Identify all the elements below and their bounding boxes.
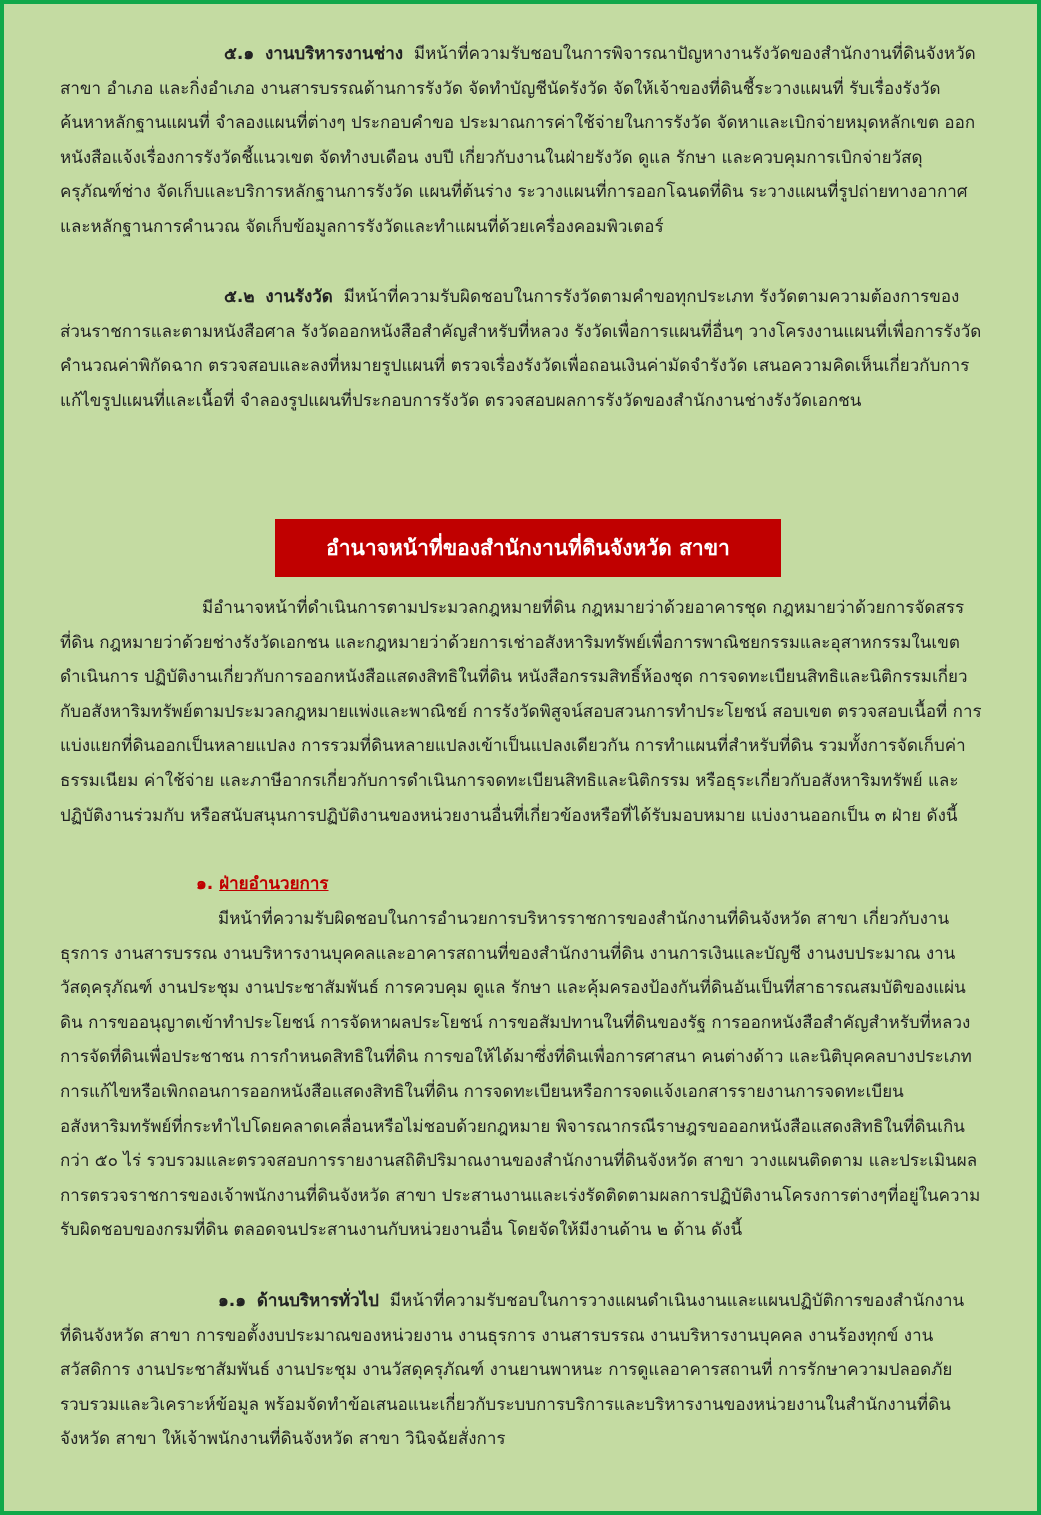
section-5-2-paragraph (60, 280, 984, 418)
section-5-2-number: ๕.๒ (224, 287, 255, 307)
section-1-1-title: ด้านบริหารทั่วไป (256, 1291, 379, 1311)
section-5-1-number: ๕.๑ (224, 44, 255, 64)
section-5-1-title: งานบริหารงานช่าง (264, 44, 404, 64)
section-5-2-title: งานรังวัด (265, 287, 333, 307)
section-1-1-number: ๑.๑ (218, 1291, 247, 1311)
page-title: อำนาจหน้าที่ของสำนักงานที่ดินจังหวัด สาขา (275, 519, 781, 577)
section-5-2-body: มีหน้าที่ความรับผิดชอบในการรังวัดตามคำขอทุกประเภท รังวัดตามความต้องการของส่วนราชการและตามหนังสือศาล รังวัดออกหนังสือสำคัญสำหรับที่หลวง รังวัดเพื่อการแผนที่อื่นๆ วางโครงงานแผนที่เพื่อการรังวัด คำนวณค่าพิกัดฉาก ตรวจสอบและลงที่หมายรูปแผนที่ ตรวจเรื่องรังวัดเพื่อถอนเงินค่ามัดจำรังวัด เสนอความคิดเห็นเกี่ยวกับการแก้ไขรูปแผนที่และเนื้อที่ จำลองรูปแผนที่ประกอบการรังวัด ตรวจสอบผลการรังวัดของสำนักงานช่างรังวัดเอกชน (60, 287, 982, 411)
section-1-1-paragraph (60, 1284, 984, 1457)
section-1-1-body: มีหน้าที่ความรับชอบในการวางแผนดำเนินงานและแผนปฏิบัติการของสำนักงานที่ดินจังหวัด สาขา การขอตั้งงบประมาณของหน่วยงาน งานธุรการ งานสารบรรณ งานบริหารงานบุคคล งานร้องทุกข์ งานสวัสดิการ งานประชาสัมพันธ์ งานประชุม งานวัสดุครุภัณฑ์ งานยานพาหนะ การดูแลอาคารสถานที่ การรักษาความปลอดภัย รวบรวมและวิเคราะห์ข้อมูล พร้อมจัดทำข้อเสนอแนะเกี่ยวกับระบบการบริการและบริหารงานของหน่วยงานในสำนักงานที่ดินจังหวัด สาขา ให้เจ้าพนักงานที่ดินจังหวัด สาขา วินิจฉัยสั่งการ (60, 1291, 965, 1450)
section-5-1-body: มีหน้าที่ความรับชอบในการพิจารณาปัญหางานรังวัดของสำนักงานที่ดินจังหวัด สาขา อำเภอ และกิ่งอำเภอ งานสารบรรณด้านการรังวัด จัดทำบัญชีนัดรังวัด จัดให้เจ้าของที่ดินชี้ระวางแผนที่ รับเรื่องรังวัด ค้นหาหลักฐานแผนที่ จำลองแผนที่ต่างๆ ประกอบคำขอ ประมาณการค่าใช้จ่ายในการรังวัด จัดหาและเบิกจ่ายหมุดหลักเขต ออกหนังสือแจ้งเรื่องการรังวัดชี้แนวเขต จัดทำงบเดือน งบปี เกี่ยวกับงานในฝ่ายรังวัด ดูแล รักษา และควบคุมการเบิกจ่ายวัสดุครุภัณฑ์ช่าง จัดเก็บและบริการหลักฐานการรังวัด แผนที่ต้นร่าง ระวางแผนที่การออกโฉนดที่ดิน ระวางแผนที่รูปถ่ายทางอากาศ และหลักฐานการคำนวณ จัดเก็บข้อมูลการรังวัดและทำแผนที่ด้วยเครื่องคอมพิวเตอร์ (60, 44, 976, 237)
section-5-1-paragraph (60, 37, 984, 245)
section-1-paragraph: มีหน้าที่ความรับผิดชอบในการอำนวยการบริหารราชการของสำนักงานที่ดินจังหวัด สาขา เกี่ยวกับงานธุรการ งานสารบรรณ งานบริหารงานบุคคลและอาคารสถานที่ของสำนักงานที่ดิน งานการเงินและบัญชี งานงบประมาณ งานวัสดุครุภัณฑ์ งานประชุม งานประชาสัมพันธ์ การควบคุม ดูแล รักษา และคุ้มครองป้องกันที่ดินอันเป็นที่สาธารณสมบัติของแผ่นดิน การขออนุญาตเข้าทำประโยชน์ การจัดหาผลประโยชน์ การขอสัมปทานในที่ดินของรัฐ การออกหนังสือสำคัญสำหรับที่หลวง การจัดที่ดินเพื่อประชาชน การกำหนดสิทธิในที่ดิน การขอให้ได้มาซึ่งที่ดินเพื่อการศาสนา คนต่างด้าว และนิติบุคคลบางประเภท การแก้ไขหรือเพิกถอนการออกหนังสือแสดงสิทธิในที่ดิน การจดทะเบียนหรือการจดแจ้งเอกสารรายงานการจดทะเบียนอสังหาริมทรัพย์ที่กระทำไปโดยคลาดเคลื่อนหรือไม่ชอบด้วยกฎหมาย พิจารณากรณีราษฎรขอออกหนังสือแสดงสิทธิในที่ดินเกินกว่า ๕๐ ไร่ รวบรวมและตรวจสอบการรายงานสถิติปริมาณงานของสำนักงานที่ดินจังหวัด สาขา วางแผนติดตาม และประเมินผล การตรวจราชการของเจ้าพนักงานที่ดินจังหวัด สาขา ประสานงานและเร่งรัดติดตามผลการปฏิบัติงานโครงการต่างๆที่อยู่ในความรับผิดชอบของกรมที่ดิน ตลอดจนประสานงานกับหน่วยงานอื่น โดยจัดให้มีงานด้าน ๒ ด้าน ดังนี้ (60, 909, 981, 1241)
section-1-number: ๑. (196, 874, 214, 894)
intro-paragraph: มีอำนาจหน้าที่ดำเนินการตามประมวลกฎหมายที่ดิน กฎหมายว่าด้วยอาคารชุด กฎหมายว่าด้วยการจัดสรรที่ดิน กฎหมายว่าด้วยช่างรังวัดเอกชน และกฎหมายว่าด้วยการเช่าอสังหาริมทรัพย์เพื่อการพาณิชยกรรมและอุสาหกรรมในเขตดำเนินการ ปฏิบัติงานเกี่ยวกับการออกหนังสือแสดงสิทธิในที่ดิน หนังสือกรรมสิทธิ์ห้องชุด การจดทะเบียนสิทธิและนิติกรรมเกี่ยวกับอสังหาริมทรัพย์ตามประมวลกฎหมายแพ่งและพาณิชย์ การรังวัดพิสูจน์สอบสวนการทำประโยชน์ สอบเขต ตรวจสอบเนื้อที่ การแบ่งแยกที่ดินออกเป็นหลายแปลง การรวมที่ดินหลายแปลงเข้าเป็นแปลงเดียวกัน การทำแผนที่สำหรับที่ดิน รวมทั้งการจัดเก็บค่าธรรมเนียม ค่าใช้จ่าย และภาษีอากรเกี่ยวกับการดำเนินการจดทะเบียนสิทธิและนิติกรรม หรือธุระเกี่ยวกับอสังหาริมทรัพย์ และปฏิบัติงานร่วมกับ หรือสนับสนุนการปฏิบัติงานของหน่วยงานอื่นที่เกี่ยวข้องหรือที่ได้รับมอบหมาย แบ่งงานออกเป็น ๓ ฝ่าย ดังนี้ (60, 598, 982, 826)
section-1-title: ฝ่ายอำนวยการ (219, 874, 329, 894)
section-1-heading (196, 867, 329, 901)
